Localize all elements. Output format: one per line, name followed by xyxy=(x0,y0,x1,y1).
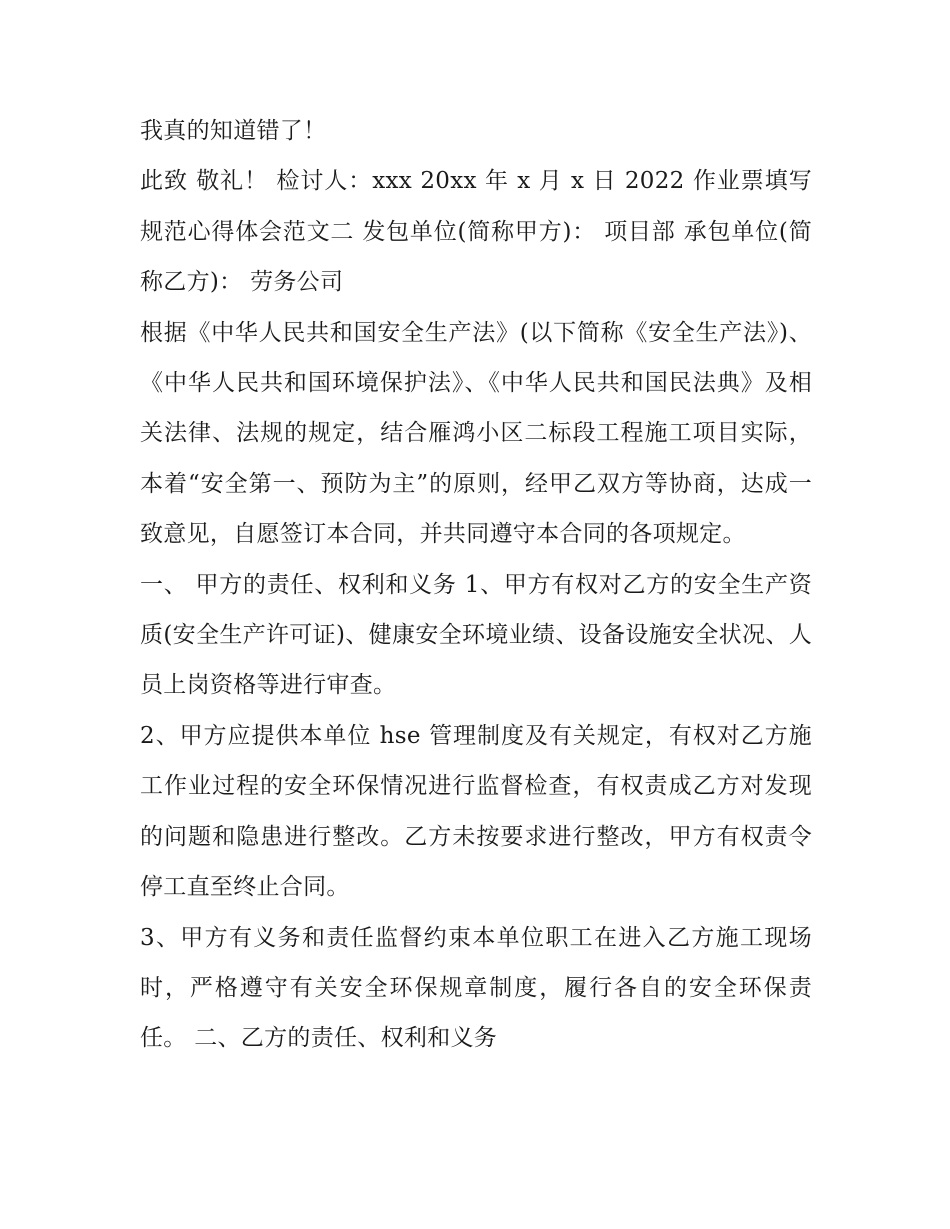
paragraph-legal-basis: 根据《中华人民共和国安全生产法》(以下简称《安全生产法》)、《中华人民共和国环境保护法》、《中华人民共和国民法典》及相关法律、法规的规定，结合雁鸿小区二标段工程施工项目实际，本着“安全第一、预防为主”的原则，经甲乙双方等协商，达成一致意见，自愿签订本合同，并共同遵守本合同的各项规定。 xyxy=(140,319,812,548)
document-body xyxy=(140,106,812,1064)
paragraph-signature-and-title: 此致 敬礼！ 检讨人：xxx 20xx 年 x 月 x 日 2022 作业票填写规范心得体会范文二 发包单位(简称甲方)： 项目部 承包单位(简称乙方)： 劳务公司 xyxy=(140,168,812,296)
paragraph-party-a-clause-3: 3、甲方有义务和责任监督约束本单位职工在进入乙方施工现场时，严格遵守有关安全环保规章制度，履行各自的安全环保责任。 二、乙方的责任、权利和义务 xyxy=(140,924,812,1052)
paragraph-party-a-clause-2: 2、甲方应提供本单位 hse 管理制度及有关规定，有权对乙方施工作业过程的安全环保情况进行监督检查，有权责成乙方对发现的问题和隐患进行整改。乙方未按要求进行整改，甲方有权责令停工直至终止合同。 xyxy=(140,722,812,901)
paragraph-party-a-clause-1: 一、 甲方的责任、权利和义务 1、甲方有权对乙方的安全生产资质(安全生产许可证)、健康安全环境业绩、设备设施安全状况、人员上岗资格等进行审查。 xyxy=(140,571,812,699)
paragraph-apology: 我真的知道错了！ xyxy=(140,118,327,144)
